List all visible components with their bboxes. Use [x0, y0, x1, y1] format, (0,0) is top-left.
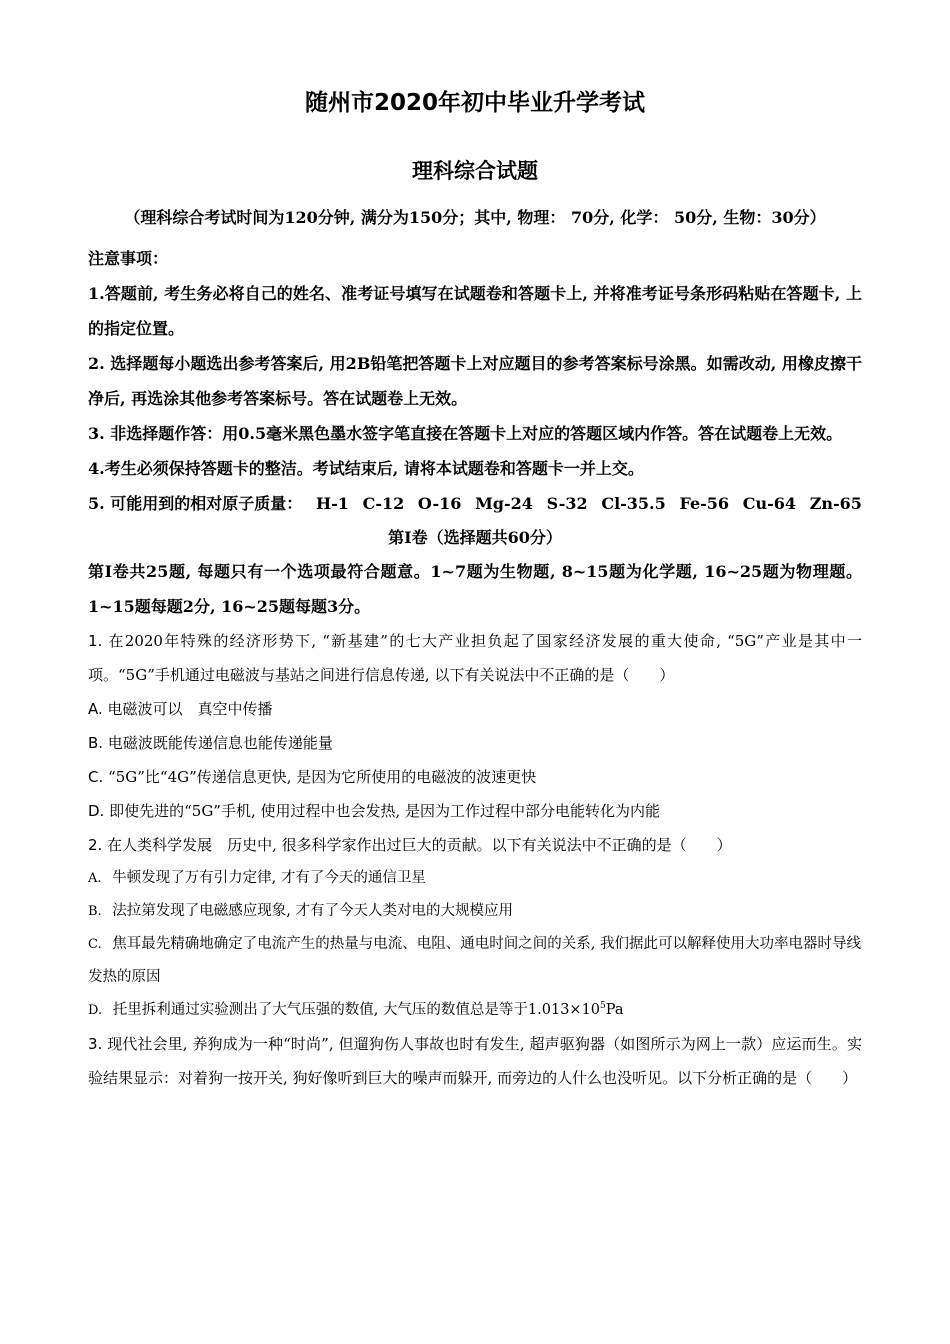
question-text: 在2020年特殊的经济形势下, “新基建”的七大产业担负起了国家经济发展的重大使命, “5G”产业是其中一项。“5G”手机通过电磁波与基站之间进行信息传递, 以下有关说法中不正确的是（ ） [88, 632, 862, 684]
atomic-mass-h: H-1 [315, 494, 349, 513]
atomic-mass-line [88, 486, 862, 522]
exam-title: 随州市2020年初中毕业升学考试 [304, 90, 645, 116]
option-text-after: Pa [605, 1002, 624, 1018]
atomic-mass-o: O-16 [417, 494, 462, 513]
question-3-stem [88, 1027, 862, 1095]
option-label: A. [88, 871, 102, 886]
question-1-option-d [88, 794, 862, 828]
question-2-option-c [88, 928, 862, 994]
question-2-option-b [88, 895, 862, 928]
question-2-stem [88, 828, 862, 862]
question-1-option-a [88, 692, 862, 726]
notice-heading: 注意事项： [88, 249, 169, 268]
atomic-mass-fe: Fe-56 [679, 494, 730, 513]
exam-info: （理科综合考试时间为120分钟, 满分为150分；其中, 物理： 70分, 化学： 50分, 生物：30分） [124, 208, 826, 227]
exam-subtitle: 理科综合试题 [412, 159, 538, 183]
atomic-mass-label: 5. 可能用到的相对原子质量： [88, 494, 303, 513]
option-text: 电磁波既能传递信息也能传递能量 [107, 734, 333, 752]
question-1-stem [88, 624, 862, 692]
atomic-mass-cu: Cu-64 [742, 494, 797, 513]
question-1-option-c [88, 760, 862, 794]
atomic-mass-zn: Zn-65 [809, 494, 862, 513]
option-label: A. [88, 700, 103, 718]
option-label: B. [88, 904, 102, 919]
section-title: 第I卷（选择题共60分） [388, 528, 562, 547]
option-text: 焦耳最先精确地确定了电流产生的热量与电流、电阻、通电时间之间的关系, 我们据此可以解释使用大功率电器时导线发热的原因 [88, 936, 861, 985]
option-label: D. [88, 802, 105, 820]
atomic-mass-mg: Mg-24 [475, 494, 533, 513]
option-text: 牛顿发现了万有引力定律, 才有了今天的通信卫星 [112, 870, 426, 886]
notice-item-2: 2. 选择题每小题选出参考答案后, 用2B铅笔把答题卡上对应题目的参考答案标号涂黑。如需改动, 用橡皮擦干净后, 再选涂其他参考答案标号。答在试题卷上无效。 [88, 354, 862, 408]
question-2-option-a [88, 862, 862, 895]
option-text: 法拉第发现了电磁感应现象, 才有了今天人类对电的大规模应用 [112, 903, 514, 919]
exam-page [88, 86, 862, 1095]
notice-item-1: 1.答题前, 考生务必将自己的姓名、准考证号填写在试题卷和答题卡上, 并将准考证号条形码粘贴在答题卡, 上的指定位置。 [88, 284, 862, 338]
option-text-before: 托里拆利通过实验测出了大气压强的数值, 大气压的数值总是等于1.013×10 [112, 1002, 601, 1018]
question-text: 在人类科学发展 历史中, 很多科学家作出过巨大的贡献。以下有关说法中不正确的是（ ） [107, 836, 732, 854]
question-number: 1. [88, 632, 103, 650]
question-1-option-b [88, 726, 862, 760]
option-label: D. [88, 1003, 103, 1018]
atomic-mass-s: S-32 [546, 494, 588, 513]
atomic-mass-c: C-12 [362, 494, 405, 513]
option-text: 即使先进的“5G”手机, 使用过程中也会发热, 是因为工作过程中部分电能转化为内能 [109, 802, 661, 820]
question-text: 现代社会里, 养狗成为一种“时尚”, 但遛狗伤人事故也时有发生, 超声驱狗器（如图所示为网上一款）应运而生。实验结果显示：对着狗一按开关, 狗好像听到巨大的噪声而躲开, 而旁边的人什么也没听见。以下分析正确的是（ ） [88, 1035, 862, 1087]
option-text: 电磁波可以 真空中传播 [107, 700, 273, 718]
option-label: C. [88, 768, 104, 786]
option-label: B. [88, 734, 104, 752]
notice-item-4: 4.考生必须保持答题卡的整洁。考试结束后, 请将本试题卷和答题卡一并上交。 [88, 459, 644, 478]
superscript-exponent: 5 [600, 1001, 606, 1012]
option-text: “5G”比“4G”传递信息更快, 是因为它所使用的电磁波的波速更快 [108, 768, 537, 786]
question-number: 2. [88, 836, 103, 854]
notice-item-3: 3. 非选择题作答：用0.5毫米黑色墨水签字笔直接在答题卡上对应的答题区域内作答。答在试题卷上无效。 [88, 424, 843, 443]
section-intro: 第I卷共25题, 每题只有一个选项最符合题意。1~7题为生物题, 8~15题为化学题, 16~25题为物理题。1~15题每题2分, 16~25题每题3分。 [88, 562, 862, 616]
atomic-mass-cl: Cl-35.5 [601, 494, 666, 513]
question-2-option-d [88, 994, 862, 1027]
option-label: C. [88, 937, 102, 952]
question-number: 3. [88, 1035, 103, 1053]
